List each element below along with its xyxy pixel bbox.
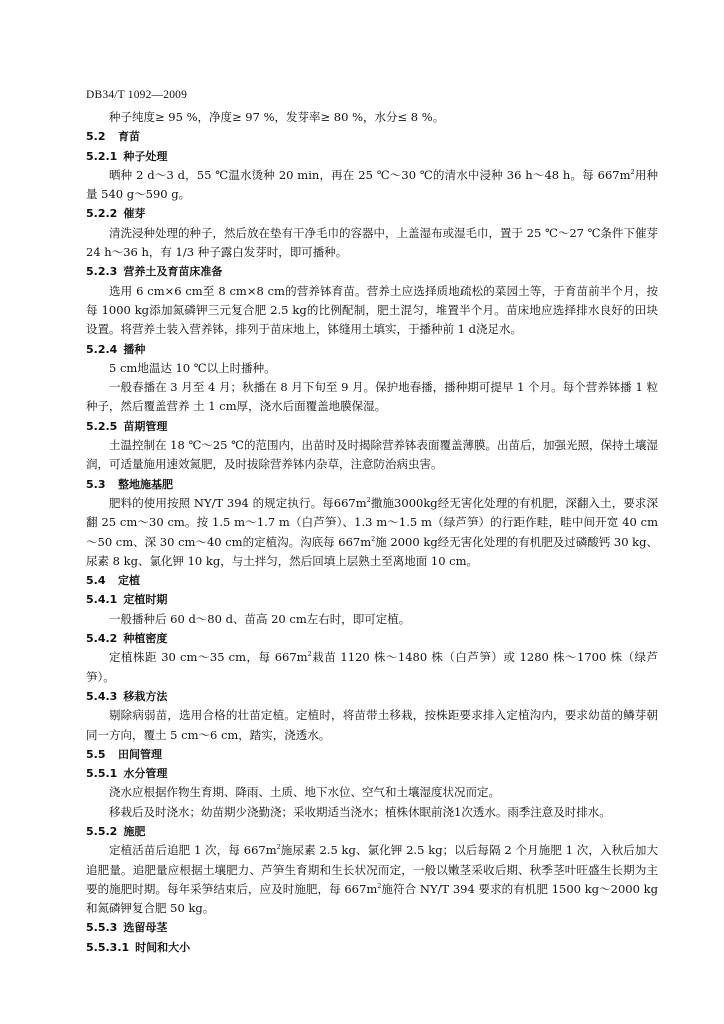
heading-5-4-1: 5.4.1 定植时期: [86, 593, 168, 607]
heading-5-2-2: 5.2.2 催芽: [86, 207, 146, 221]
heading-5-2-3: 5.2.3 营养土及育苗床准备: [86, 265, 223, 279]
paragraph-sowing-season: 一般春播在 3 月至 4 月；秋播在 8 月下旬至 9 月。保护地春播，播种期可提早 1 个月。每个营养钵播 1 粒种子，然后覆盖营养 土 1 cm厚，浇水后面覆盖地膜保湿。: [86, 380, 658, 414]
standard-code: DB34/T 1092—2009: [86, 89, 188, 101]
paragraph-water-basis: 浇水应根据作物生育期、降雨、土质、地下水位、空气和土壤湿度状况而定。: [109, 785, 500, 800]
heading-5-5-2: 5.5.2 施肥: [86, 824, 146, 838]
heading-5-4: 5.4 定植: [86, 574, 140, 588]
heading-5-3: 5.3 整地施基肥: [86, 477, 173, 491]
paragraph-seed-quality: 种子纯度≥ 95 %，净度≥ 97 %，发芽率≥ 80 %，水分≤ 8 %。: [109, 110, 445, 124]
heading-5-2-1: 5.2.1 种子处理: [86, 149, 168, 163]
heading-5-2-5: 5.2.5 苗期管理: [86, 419, 168, 433]
paragraph-fertilization: 定植活苗后追肥 1 次，每 $667m^2$施尿素 2.5 kg、氯化钾 2.5 kg；以后每隔 2 个月施肥 1 次，入秋后加大追肥量。追肥量应根据土壤肥力、芦笋生育期和生长状况而定，一般以嫩茎采收后期、秋季茎叶旺盛生长期为主要的施肥时期。每年采笋结束后，应及时施肥，每 $667m^2$施符合 NY/T 394 要求的有机肥 1500 kg～2000 kg和氮磷钾复合肥 50 kg。: [86, 843, 658, 916]
paragraph-water-schedule: 移栽后及时浇水；幼苗期少浇勤浇；采收期适当浇水；植株休眠前浇1次透水。雨季注意及时排水。: [109, 804, 611, 819]
paragraph-planting-time: 一般播种后 60 d～80 d、苗高 20 cm左右时，即可定植。: [109, 611, 411, 626]
paragraph-planting-density: 定植株距 30 cm～35 cm，每 $667m^2$栽苗 1120 株～1480 株（白芦笋）或 1280 株～1700 株（绿芦笋）。: [86, 650, 659, 684]
paragraph-nutrient-soil: 选用 6 cm×6 cm至 8 cm×8 cm的营养钵育苗。营养土应选择质地疏松的菜园土等，于育苗前半个月，按每 1000 kg添加氮磷钾三元复合肥 2.5 kg的比例配制，肥土混匀，堆置半个月。苗床地应选择排水良好的田块设置。将营养土装入营养钵，排列于苗床地上，钵缝用土填实，于播种前 1 d浇足水。: [86, 283, 658, 337]
heading-5-5: 5.5 田间管理: [86, 747, 162, 761]
heading-5-4-3: 5.4.3 移栽方法: [86, 689, 168, 703]
heading-5-2-4: 5.2.4 播种: [86, 342, 146, 356]
paragraph-sowing-temp: 5 cm地温达 10 ℃以上时播种。: [109, 360, 276, 375]
document-body: [86, 108, 658, 957]
heading-5-5-1: 5.5.1 水分管理: [86, 767, 168, 781]
heading-5-5-3: 5.5.3 选留母茎: [86, 921, 168, 935]
paragraph-land-preparation: 肥料的使用按照 NY/T 394 的规定执行。每$667m^2$撒施3000kg经无害化处理的有机肥，深翻入土，要求深翻 25 cm～30 cm。按 1.5 m～1.7 m（白芦笋）、1.3 m～1.5 m（绿芦笋）的行距作畦，畦中间开宽 40 cm～50 cm、深 30 cm～40 cm的定植沟。沟底每 $667m^2$施 2000 kg经无害化处理的有机肥及过磷酸钙 30 kg、尿素 8 kg、氯化钾 10 kg，与土拌匀，然后回填上层熟土至离地面 10 cm。: [86, 495, 658, 568]
heading-5-4-2: 5.4.2 种植密度: [86, 632, 168, 646]
paragraph-seedling-management: 土温控制在 18 ℃～25 ℃的范围内，出苗时及时揭除营养钵表面覆盖薄膜。出苗后，加强光照，保持土壤湿润，可适量施用速效氮肥，及时拔除营养钵内杂草，注意防治病虫害。: [86, 438, 658, 472]
paragraph-transplant-method: 剔除病弱苗，选用合格的壮苗定植。定植时，将苗带土移栽，按株距要求排入定植沟内，要求幼苗的鳞芽朝同一方向，覆土 5 cm～6 cm，踏实，浇透水。: [86, 708, 658, 742]
paragraph-germination: 清洗浸种处理的种子，然后放在垫有干净毛巾的容器中，上盖湿布或湿毛巾，置于 25 ℃～27 ℃条件下催芽 24 h～36 h，有 1/3 种子露白发芽时，即可播种。: [86, 225, 658, 260]
heading-5-2: 5.2 育苗: [86, 130, 140, 144]
paragraph-seed-treatment: 晒种 2 d～3 d，55 ℃温水烫种 20 min，再在 25 ℃～30 ℃的清水中浸种 36 h～48 h。每 $667m^2$用种量 540 g～590 g。: [86, 167, 658, 202]
heading-5-5-3-1: 5.5.3.1 时间和大小: [86, 940, 191, 954]
